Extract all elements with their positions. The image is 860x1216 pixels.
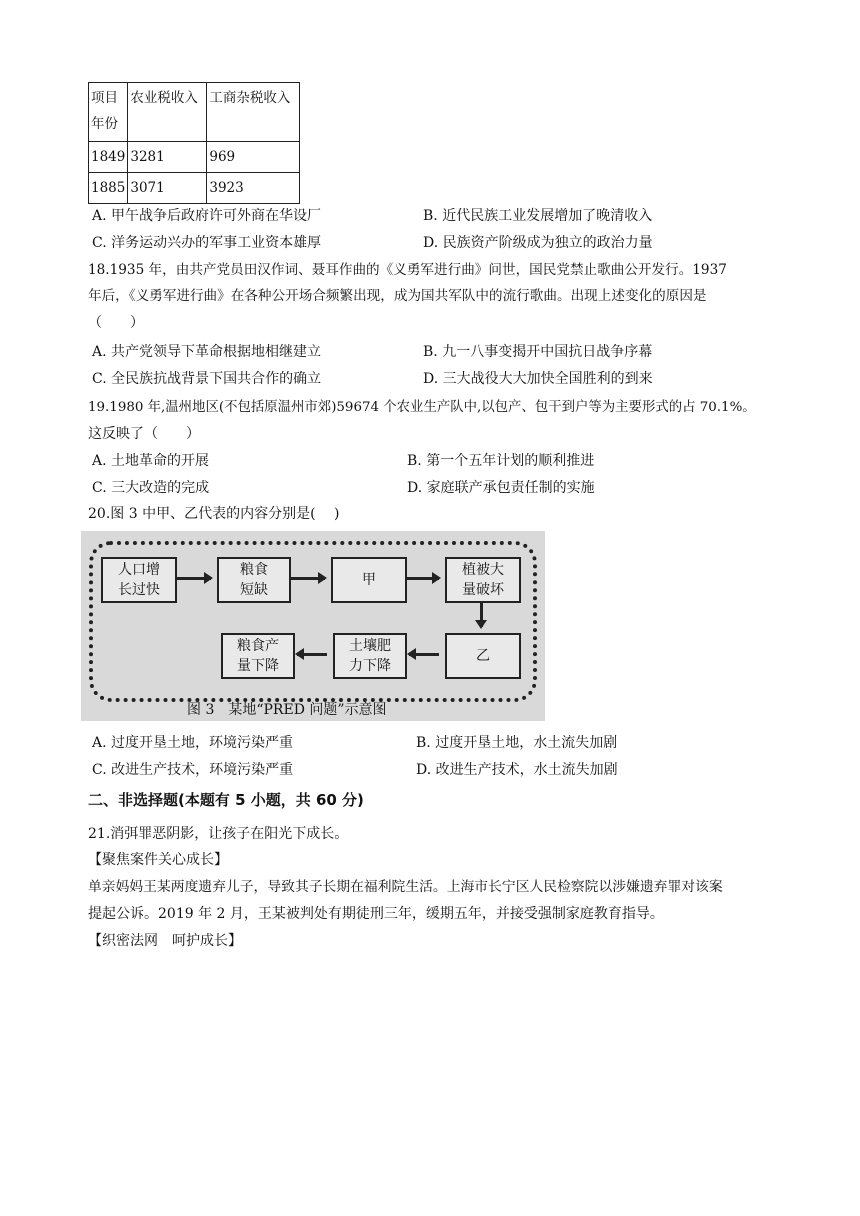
- table-header-item-year: 项目年份: [89, 83, 128, 142]
- q21-subheading-1: 【聚焦案件关心成长】: [88, 852, 228, 868]
- tax-revenue-table: [88, 82, 300, 204]
- arrow-right-2: [291, 577, 325, 580]
- box-yi: 乙: [445, 633, 521, 679]
- q18-option-b[interactable]: B. 九一八事变揭开中国抗日战争序幕: [423, 344, 653, 360]
- q18-stem-line3: （ ）: [88, 315, 144, 331]
- table-cell-year: 1885: [89, 173, 128, 204]
- q18-option-c[interactable]: C. 全民族抗战背景下国共合作的确立: [92, 371, 322, 387]
- arrow-right-1: [177, 577, 211, 580]
- box-vegetation-damage: 植被大 量破坏: [445, 557, 521, 603]
- q18-option-a[interactable]: A. 共产党领导下革命根据地相继建立: [92, 344, 322, 360]
- q19-option-d[interactable]: D. 家庭联产承包责任制的实施: [407, 480, 595, 496]
- arrow-right-3: [407, 577, 439, 580]
- q20-option-a[interactable]: A. 过度开垦土地，环境污染严重: [92, 735, 294, 751]
- q20-option-c[interactable]: C. 改进生产技术，环境污染严重: [92, 762, 294, 778]
- box-jia: 甲: [331, 557, 407, 603]
- arrow-down: [480, 601, 483, 627]
- q19-stem-line1: 19.1980 年,温州地区(不包括原温州市郊)59674 个农业生产队中,以包产、包干到户等为主要形式的占 70.1%。: [88, 400, 756, 415]
- q19-option-c[interactable]: C. 三大改造的完成: [92, 480, 210, 496]
- q21-paragraph-line2: 提起公诉。2019 年 2 月，王某被判处有期徒刑三年，缓期五年，并接受强制家庭教育指导。: [88, 906, 664, 922]
- arrow-left-1: [409, 653, 439, 656]
- section-heading: 二、非选择题(本题有 5 小题，共 60 分): [88, 791, 364, 809]
- table-row: [89, 173, 300, 204]
- table-cell-agri: 3281: [128, 142, 207, 173]
- q17-option-a[interactable]: A. 甲午战争后政府许可外商在华设厂: [92, 208, 322, 224]
- q17-option-b[interactable]: B. 近代民族工业发展增加了晚清收入: [423, 208, 653, 224]
- q18-stem-line1: 18.1935 年，由共产党员田汉作词、聂耳作曲的《义勇军进行曲》问世，国民党禁止歌曲公开发行。1937: [88, 262, 727, 278]
- q18-stem-line2: 年后，《义勇军进行曲》在各种公开场合频繁出现，成为国共军队中的流行歌曲。出现上述变化的原因是: [88, 288, 707, 304]
- table-row: [89, 142, 300, 173]
- table-header-agri: 农业税收入: [128, 83, 207, 142]
- box-food-shortage: 粮食 短缺: [217, 557, 291, 603]
- table-header-row: [89, 83, 300, 142]
- q21-paragraph-line1: 单亲妈妈王某两度遗弃儿子，导致其子长期在福利院生活。上海市长宁区人民检察院以涉嫌遗弃罪对该案: [88, 879, 723, 895]
- figure-caption: 图 3 某地“PRED 问题”示意图: [187, 702, 387, 718]
- q19-option-b[interactable]: B. 第一个五年计划的顺利推进: [407, 453, 595, 469]
- arrow-left-2: [297, 653, 327, 656]
- q20-option-b[interactable]: B. 过度开垦土地，水土流失加剧: [416, 735, 618, 751]
- table-cell-commerce: 969: [207, 142, 300, 173]
- q21-title: 21.消弭罪恶阴影，让孩子在阳光下成长。: [88, 826, 349, 842]
- q20-option-d[interactable]: D. 改进生产技术，水土流失加剧: [416, 762, 618, 778]
- q18-option-d[interactable]: D. 三大战役大大加快全国胜利的到来: [423, 371, 653, 387]
- box-population-growth: 人口增 长过快: [101, 557, 177, 603]
- q19-option-a[interactable]: A. 土地革命的开展: [92, 453, 210, 469]
- table-cell-year: 1849: [89, 142, 128, 173]
- q17-option-d[interactable]: D. 民族资产阶级成为独立的政治力量: [423, 235, 653, 251]
- q19-stem-line2: 这反映了（ ）: [88, 426, 200, 442]
- box-yield-decline: 粮食产 量下降: [221, 633, 295, 679]
- q21-subheading-2: 【织密法网 呵护成长】: [88, 933, 242, 949]
- pred-diagram-figure: [81, 531, 545, 721]
- table-header-commerce: 工商杂税收入: [207, 83, 300, 142]
- table-cell-agri: 3071: [128, 173, 207, 204]
- q17-option-c[interactable]: C. 洋务运动兴办的军事工业资本雄厚: [92, 235, 322, 251]
- table-cell-commerce: 3923: [207, 173, 300, 204]
- q20-stem: 20.图 3 中甲、乙代表的内容分别是( ): [88, 506, 340, 522]
- box-soil-fertility-decline: 土壤肥 力下降: [333, 633, 407, 679]
